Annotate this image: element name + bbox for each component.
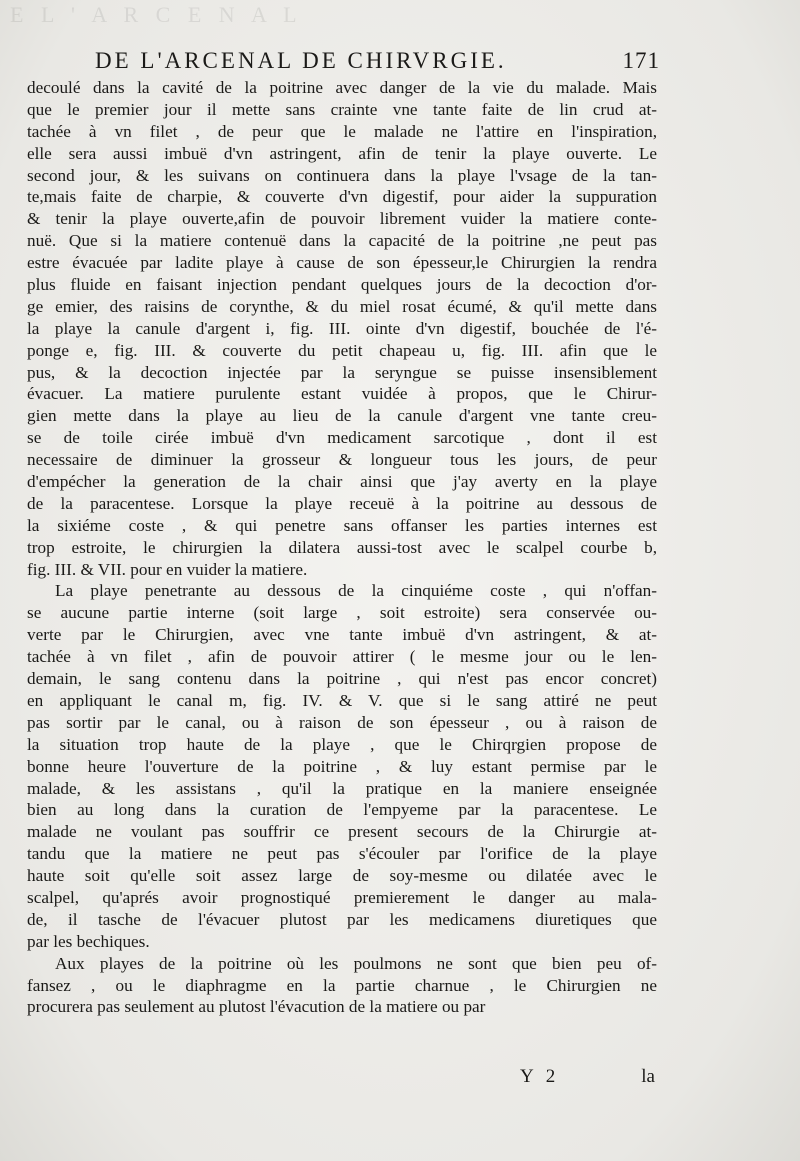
text-line: & tenir la playe ouverte,afin de pouvoir librement vuider la matiere conte- — [27, 209, 657, 229]
text-line: La playe penetrante au dessous de la cinquiéme coste , qui n'offan- — [55, 581, 657, 601]
running-title: DE L'ARCENAL DE CHIRVRGIE. — [95, 48, 507, 73]
text-line: évacuer. La matiere purulente estant vuidée à propos, que le Chirur- — [27, 384, 657, 404]
text-line: de la paracentese. Lorsque la playe receuë à la poitrine au dessous de — [27, 493, 657, 513]
text-line: tachée à vn filet , afin de pouvoir attirer ( le mesme jour ou le len- — [27, 647, 657, 667]
text-line: scalpel, qu'aprés avoir prognostiqué premierement le danger au mala- — [27, 887, 657, 907]
text-line: bien au long dans la curation de l'empyeme par la paracentese. Le — [27, 800, 657, 820]
text-line: Aux playes de la poitrine où les poulmons ne sont que bien peu of- — [55, 953, 657, 973]
text-line: elle sera aussi imbuë d'vn astringent, afin de tenir la playe ouverte. Le — [27, 143, 657, 163]
text-line: d'empécher la generation de la chair ainsi que j'ay averty en la playe — [27, 472, 657, 492]
text-line: que le premier jour il mette sans crainte vne tante faite de lin crud at- — [27, 99, 657, 119]
text-line: par les bechiques. — [27, 931, 150, 951]
text-line: haute soit qu'elle soit assez large de soy-mesme ou dilatée avec le — [27, 866, 657, 886]
page-number: 171 — [622, 48, 660, 73]
text-line: plus fluide en faisant injection pendant quelques jours de la decoction d'or- — [27, 275, 657, 295]
text-line: ponge e, fig. III. & couverte du petit chapeau u, fig. III. afin que le — [27, 340, 657, 360]
text-line: necessaire de diminuer la grosseur & longueur tous les jours, de peur — [27, 450, 657, 470]
signature-mark: Y 2 — [520, 1066, 560, 1087]
text-line: decoulé dans la cavité de la poitrine avec danger de la vie du malade. Mais — [27, 78, 657, 97]
text-line: demain, le sang contenu dans la poitrine , qui n'est pas encor concret) — [27, 669, 657, 689]
text-line: malade, & les assistans , qu'il la pratique en la maniere enseignée — [27, 778, 657, 798]
text-line: estre évacuée par ladite playe à cause de son épesseur,le Chirurgien la rendra — [27, 253, 657, 273]
text-line: ge emier, des raisins de corynthe, & du miel rosat écumé, & qu'il mette dans — [27, 296, 657, 316]
text-line: trop estroite, le chirurgien la dilatera aussi-tost avec le scalpel courbe b, — [27, 537, 657, 557]
text-line: fig. III. & VII. pour en vuider la matiere. — [27, 559, 308, 579]
text-line: te,mais faite de charpie, & couverte d'vn digestif, pour aider la suppuration — [27, 187, 657, 207]
text-line: la situation trop haute de la playe , que le Chirqrgien propose de — [27, 734, 657, 754]
text-line: tandu que la matiere ne peut pas s'écouler par l'orifice de la playe — [27, 844, 657, 864]
text-line: nuë. Que si la matiere contenuë dans la capacité de la poitrine ,ne peut pas — [27, 231, 657, 251]
text-line: verte par le Chirurgien, avec vne tante imbuë d'vn astringent, & at- — [27, 625, 657, 645]
text-line: se de toile cirée imbuë d'vn medicament sarcotique , dont il est — [27, 428, 657, 448]
text-line: fansez , ou le diaphragme en la partie charnue , le Chirurgien ne — [27, 975, 657, 995]
text-line: pas sortir par le canal, ou à raison de son épesseur , ou à raison de — [27, 712, 657, 732]
text-line: procurera pas seulement au plutost l'évacution de la matiere ou par — [27, 997, 486, 1017]
text-line: malade ne voulant pas souffrir ce present secours de la Chirurgie at- — [27, 822, 657, 842]
text-line: bonne heure l'ouverture de la poitrine , & luy estant permise par le — [27, 756, 657, 776]
text-line: la sixiéme coste , & qui penetre sans offanser les parties internes est — [27, 515, 657, 535]
text-line: de, il tasche de l'évacuer plutost par les medicamens diuretiques que — [27, 909, 657, 929]
text-line: en appliquant le canal m, fig. IV. & V. que si le sang attiré ne peut — [27, 690, 657, 710]
body-text — [27, 77, 657, 1018]
bleed-through-text: E L ' A R C E N A L — [10, 2, 303, 27]
text-line: gien mette dans la playe au lieu de la canule d'argent vne tante creu- — [27, 406, 657, 426]
text-line: pus, & la decoction injectée par la seryngue se puisse insensiblement — [27, 362, 657, 382]
text-line: tachée à vn filet , de peur que le malade ne l'attire en l'inspiration, — [27, 121, 657, 141]
text-line: second jour, & les suivans on continuera dans la playe l'vsage de la tan- — [27, 165, 657, 185]
text-line: se aucune partie interne (soit large , soit estroite) sera conservée ou- — [27, 603, 657, 623]
running-head — [85, 48, 660, 78]
catchword: la — [641, 1066, 655, 1087]
text-line: la playe la canule d'argent i, fig. III. ointe d'vn digestif, bouchée de l'é- — [27, 318, 657, 338]
